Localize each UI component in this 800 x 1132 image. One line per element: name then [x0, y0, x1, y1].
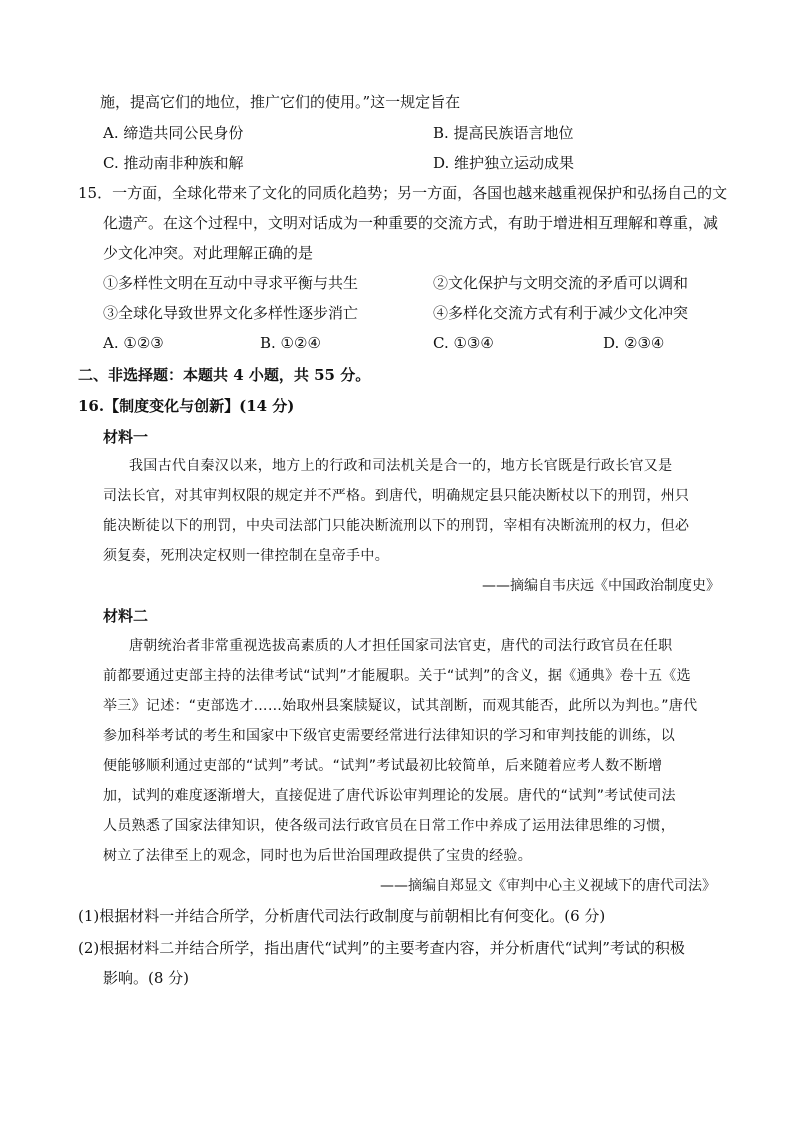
- q15-stem-line-3: 少文化冲突。对此理解正确的是: [103, 244, 314, 262]
- material-1-line-4: 须复奏，死刑决定权则一律控制在皇帝手中。: [103, 548, 389, 564]
- q14-option-d[interactable]: D. 维护独立运动成果: [433, 154, 575, 172]
- q16-title: 16.【制度变化与创新】(14 分): [78, 397, 295, 415]
- q15-statement-3: ③全球化导致世界文化多样性逐步消亡: [103, 304, 359, 322]
- material-1-source: ——摘编自韦庆远《中国政治制度史》: [482, 578, 720, 594]
- q16-sub-question-2-line-2: 影响。(8 分): [103, 969, 190, 987]
- q15-stem-line-2: 化遗产。在这个过程中，文明对话成为一种重要的交流方式，有助于增进相互理解和尊重，减: [103, 214, 719, 232]
- q14-option-b[interactable]: B. 提高民族语言地位: [433, 124, 574, 142]
- q15-statement-4: ④多样化交流方式有利于减少文化冲突: [433, 304, 689, 322]
- q16-sub-question-2-line-1: (2)根据材料二并结合所学，指出唐代“试判”的主要考查内容，并分析唐代“试判”考试的积极: [78, 939, 685, 957]
- material-2-heading: 材料二: [103, 607, 149, 625]
- material-2-source: ——摘编自郑显文《审判中心主义视域下的唐代司法》: [380, 878, 716, 894]
- q15-stem-line-1: 15．一方面，全球化带来了文化的同质化趋势；另一方面，各国也越来越重视保护和弘扬自己的文: [78, 184, 728, 202]
- q15-option-d[interactable]: D. ②③④: [603, 334, 665, 352]
- q16-sub-question-1: (1)根据材料一并结合所学，分析唐代司法行政制度与前朝相比有何变化。(6 分): [78, 907, 606, 925]
- material-1-line-2: 司法长官，对其审判权限的规定并不严格。到唐代，明确规定县只能决断杖以下的刑罚，州只: [103, 488, 690, 504]
- material-1-line-1: 我国古代自秦汉以来，地方上的行政和司法机关是合一的，地方长官既是行政长官又是: [129, 458, 673, 474]
- material-1-line-3: 能决断徒以下的刑罚，中央司法部门只能决断流刑以下的刑罚，宰相有决断流刑的权力，但必: [103, 518, 690, 534]
- material-2-line-3: 举三》记述：“吏部选才……始取州县案牍疑议，试其剖断，而观其能否，此所以为判也。”唐代: [103, 698, 698, 714]
- material-2-line-1: 唐朝统治者非常重视选拔高素质的人才担任国家司法官吏，唐代的司法行政官员在任职: [129, 638, 673, 654]
- q15-option-a[interactable]: A. ①②③: [103, 334, 164, 352]
- q14-stem-end: 施，提高它们的地位，推广它们的使用。”这一规定旨在: [100, 93, 461, 111]
- q15-option-b[interactable]: B. ①②④: [260, 334, 321, 352]
- q15-option-c[interactable]: C. ①③④: [433, 334, 494, 352]
- q15-statement-2: ②文化保护与文明交流的矛盾可以调和: [433, 274, 689, 292]
- material-2-line-2: 前都要通过吏部主持的法律考试“试判”才能履职。关于“试判”的含义，据《通典》卷十五《选: [103, 668, 691, 684]
- material-2-line-7: 人员熟悉了国家法律知识，使各级司法行政官员在日常工作中养成了运用法律思维的习惯，: [103, 818, 675, 834]
- q15-statement-1: ①多样性文明在互动中寻求平衡与共生: [103, 274, 359, 292]
- material-2-line-8: 树立了法律至上的观念，同时也为后世治国理政提供了宝贵的经验。: [103, 848, 532, 864]
- material-2-line-4: 参加科举考试的考生和国家中下级官吏需要经常进行法律知识的学习和审判技能的训练，以: [103, 728, 675, 744]
- section-2-heading: 二、非选择题：本题共 4 小题，共 55 分。: [78, 366, 371, 384]
- material-1-heading: 材料一: [103, 428, 149, 446]
- q14-option-a[interactable]: A. 缔造共同公民身份: [103, 124, 244, 142]
- material-2-line-5: 便能够顺利通过吏部的“试判”考试。“试判”考试最初比较简单，后来随着应考人数不断增: [103, 758, 663, 774]
- material-2-line-6: 加，试判的难度逐渐增大，直接促进了唐代诉讼审判理论的发展。唐代的“试判”考试使司法: [103, 788, 676, 804]
- q14-option-c[interactable]: C. 推动南非种族和解: [103, 154, 244, 172]
